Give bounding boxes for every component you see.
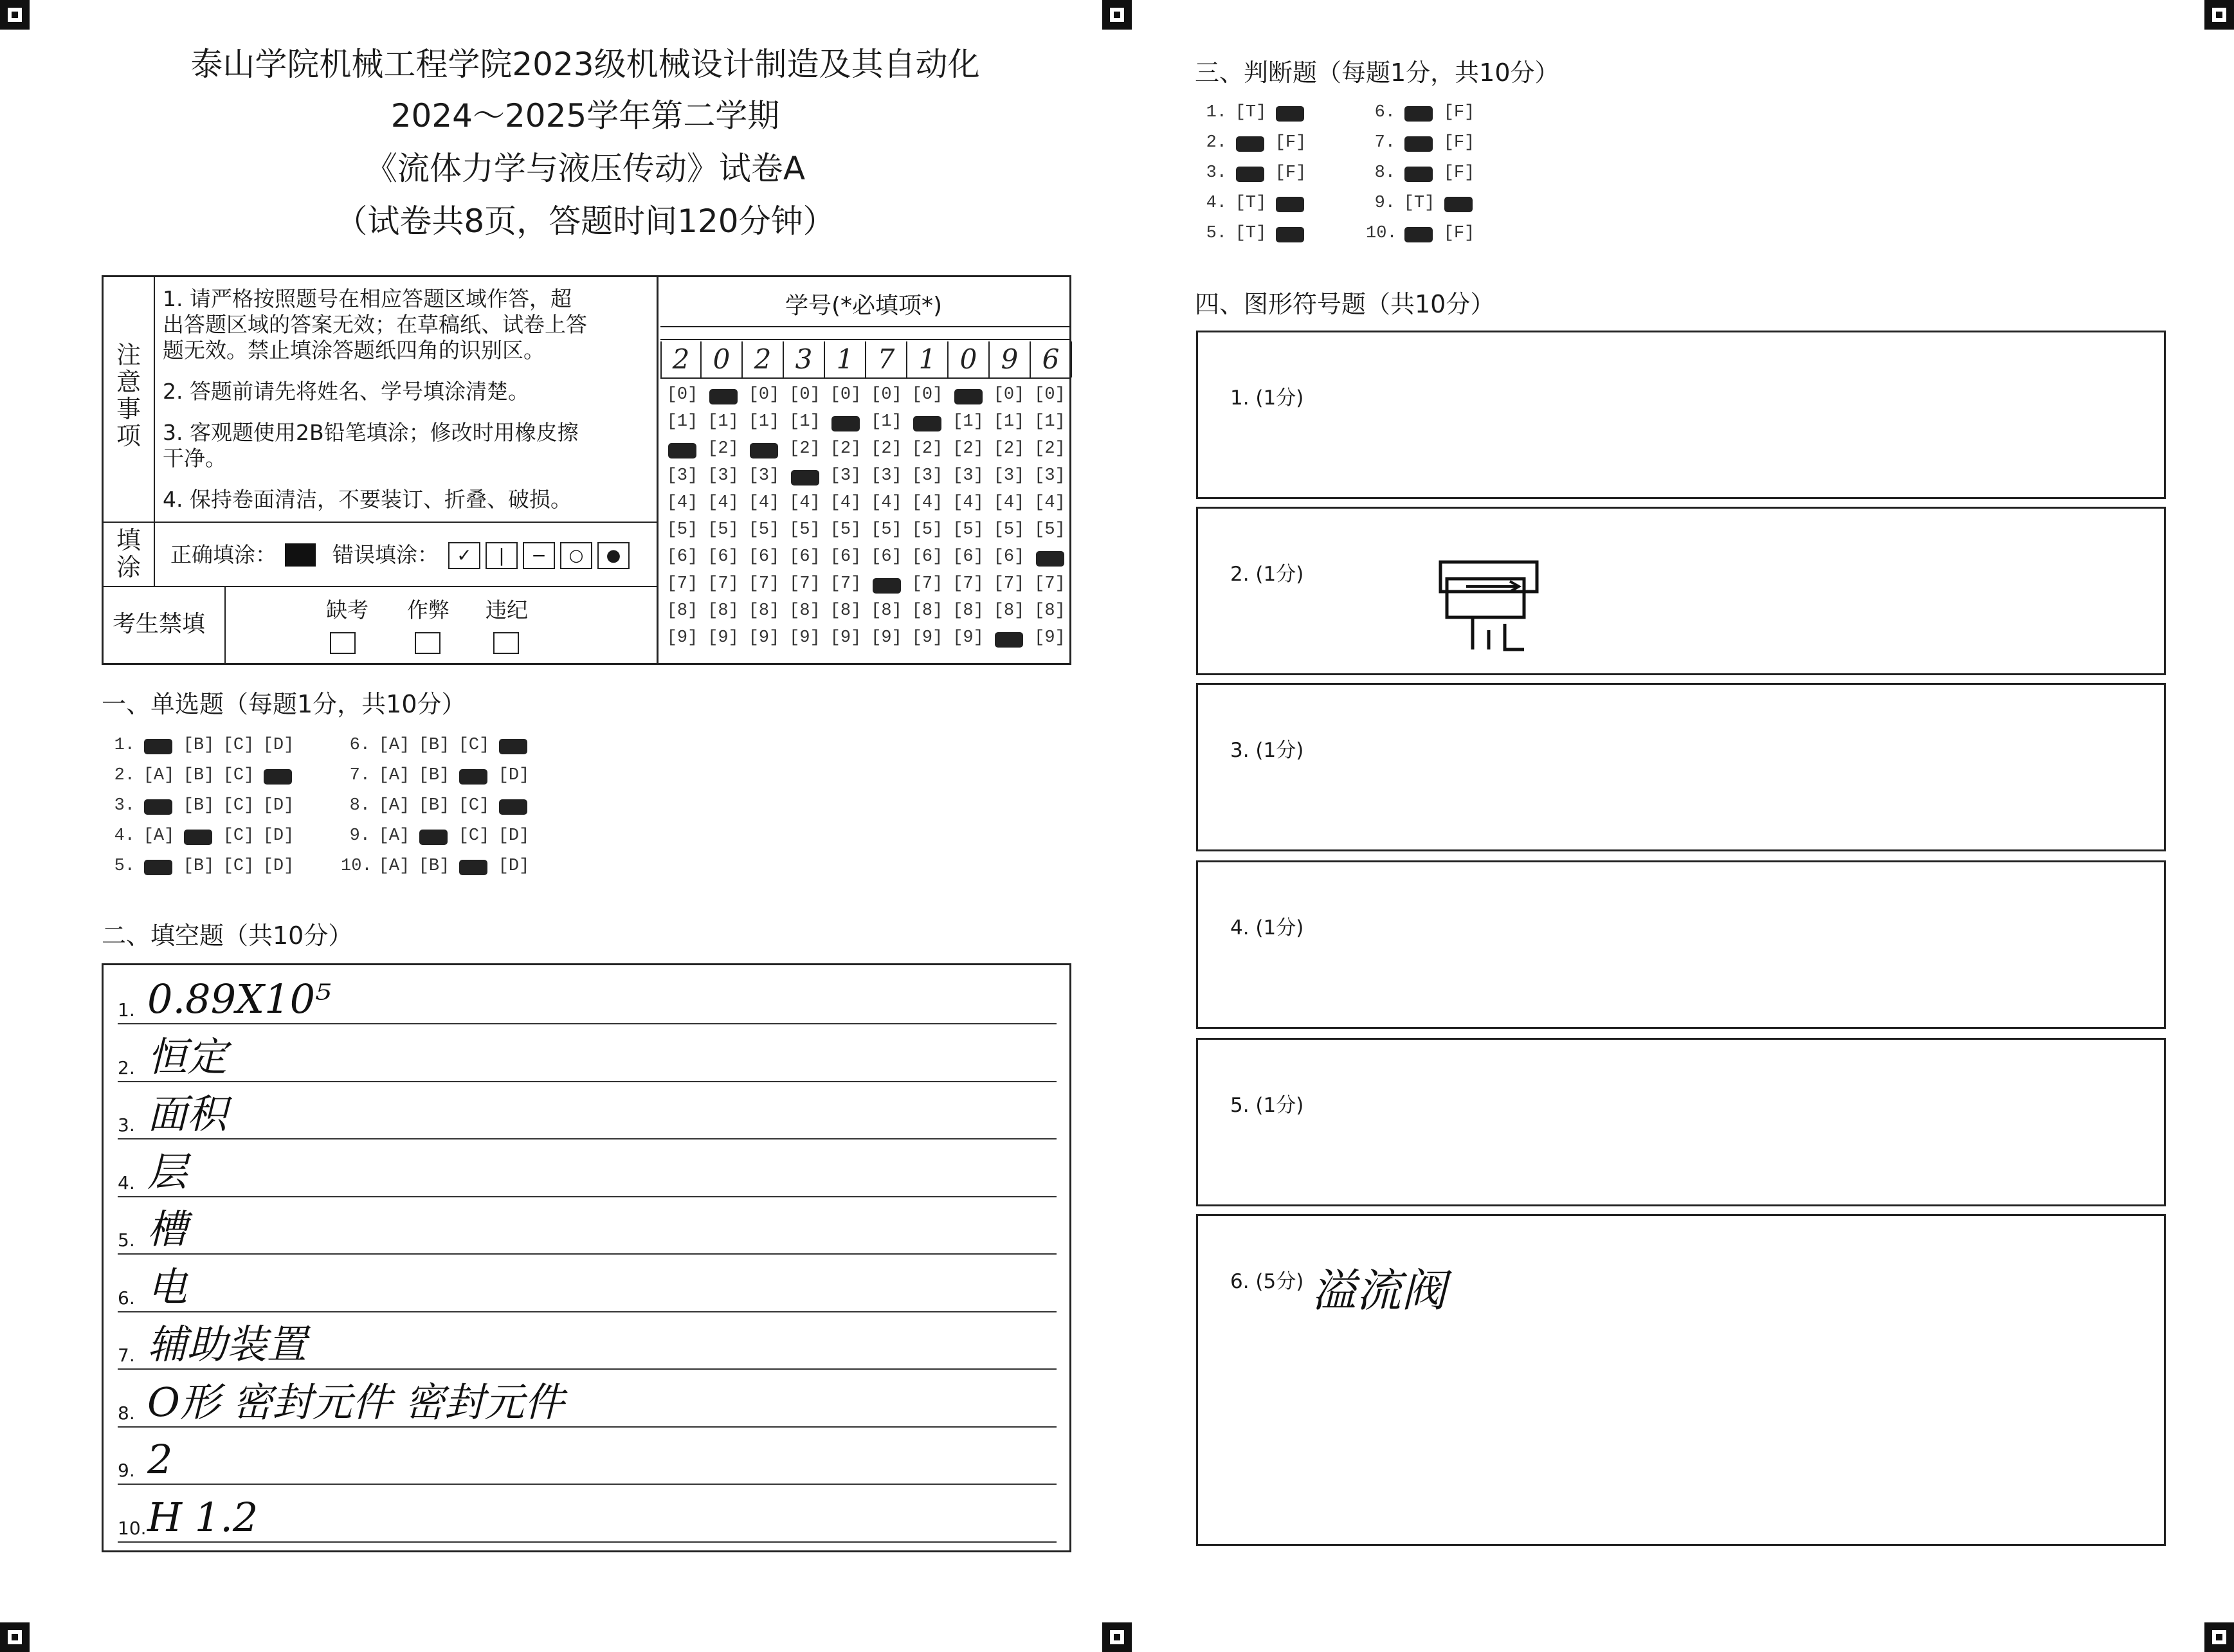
fill-blank-number: 1. [118, 999, 135, 1021]
fill-blank-number: 7. [118, 1345, 135, 1366]
choice-option[interactable]: [C] [222, 766, 255, 785]
question-number: 7. [1374, 133, 1395, 152]
student-id-bubble[interactable]: [5] [789, 520, 821, 540]
choice-option[interactable]: [B] [183, 766, 215, 785]
fill-blank-answer[interactable]: 0.89X10⁵ [147, 976, 331, 1022]
exam-title-course: 《流体力学与液压传动》试卷A [365, 150, 806, 187]
student-id-bubble[interactable]: [5] [871, 520, 902, 540]
notice-rule-4: 4. 保持卷面清洁，不要装订、折叠、破损。 [163, 487, 572, 512]
fill-blank-box [102, 963, 1071, 1552]
student-id-bubble[interactable] [787, 466, 823, 486]
student-id-bubble[interactable]: [3] [830, 466, 862, 486]
fill-blank-answer[interactable]: 恒定 [147, 1033, 228, 1080]
single-choice-question [341, 796, 534, 815]
single-choice-question [341, 736, 534, 755]
student-id-bubble[interactable]: [2] [789, 439, 821, 458]
forbid-absent-checkbox[interactable] [330, 632, 356, 654]
student-id-bubble[interactable]: [0] [1034, 385, 1066, 404]
student-id-bubble[interactable] [705, 385, 741, 404]
student-id-bubble[interactable]: [9] [911, 628, 943, 648]
question-number: 2. [1206, 133, 1227, 152]
fill-blank-answer[interactable]: O形 密封元件 密封元件 [147, 1378, 565, 1426]
true-false-question [1366, 163, 1479, 183]
student-id-bubble[interactable]: [2] [1034, 439, 1066, 458]
true-false-question [1197, 224, 1311, 243]
student-id-digit: 9 [990, 341, 1031, 377]
choice-option[interactable] [414, 826, 454, 846]
student-id-bubble[interactable]: [0] [748, 385, 780, 404]
question-number: 8. [349, 796, 370, 815]
student-id-bubble[interactable]: [8] [830, 601, 862, 621]
tf-option[interactable]: [F] [1443, 163, 1475, 183]
choice-option[interactable] [139, 736, 179, 755]
tf-option[interactable] [1271, 224, 1311, 243]
student-id-bubble[interactable]: [9] [789, 628, 821, 648]
fill-blank-row [118, 965, 1057, 1024]
tf-option[interactable] [1271, 103, 1311, 122]
true-false-question [1366, 103, 1479, 122]
question-number: 4. [114, 826, 135, 846]
choice-option[interactable]: [B] [183, 736, 215, 755]
true-false-question [1366, 194, 1479, 213]
symbol-question-label: 4. (1分) [1230, 916, 1304, 939]
student-id-bubble[interactable]: [3] [993, 466, 1025, 486]
tf-option[interactable]: [T] [1235, 103, 1267, 122]
choice-option[interactable]: [A] [143, 826, 175, 846]
student-id-bubble[interactable]: [7] [993, 574, 1025, 594]
student-id-bubble[interactable] [828, 412, 864, 431]
choice-option[interactable]: [D] [262, 826, 295, 846]
choice-option[interactable]: [C] [222, 796, 255, 815]
question-number: 8. [1374, 163, 1395, 183]
student-id-bubble[interactable]: [9] [871, 628, 902, 648]
student-id-bubble[interactable]: [6] [748, 547, 780, 567]
true-false-question [1366, 224, 1479, 243]
student-id-bubble[interactable]: [6] [952, 547, 984, 567]
choice-option[interactable]: [B] [183, 857, 215, 876]
student-id-title: 学号(*必填项*) [785, 293, 943, 319]
student-id-bubble[interactable]: [4] [789, 493, 821, 513]
student-id-bubble[interactable]: [5] [666, 520, 698, 540]
student-id-bubble[interactable]: [6] [871, 547, 902, 567]
question-number: 6. [349, 736, 370, 755]
fill-blank-row [118, 1368, 1057, 1428]
student-id-digit: 6 [1031, 341, 1072, 377]
student-id-bubble[interactable]: [2] [911, 439, 943, 458]
single-choice-title: 一、单选题（每题1分，共10分） [102, 690, 466, 718]
single-choice-question [105, 826, 298, 846]
student-id-bubble[interactable]: [5] [748, 520, 780, 540]
student-id-bubble[interactable] [1032, 547, 1068, 567]
choice-option[interactable] [139, 796, 179, 815]
student-id-bubble[interactable]: [8] [748, 601, 780, 621]
question-number: 2. [114, 766, 135, 785]
question-number: 5. [114, 857, 135, 876]
symbol-answer-box[interactable] [1196, 331, 2166, 499]
corner-marker [0, 1622, 30, 1652]
student-id-bubble[interactable]: [2] [993, 439, 1025, 458]
single-choice-question [341, 857, 534, 876]
corner-marker [1102, 1622, 1132, 1652]
symbol-answer-box[interactable] [1196, 507, 2166, 675]
single-choice-question [105, 857, 298, 876]
choice-option[interactable]: [A] [378, 796, 410, 815]
forbid-cheat: 作弊 [407, 597, 450, 622]
student-id-bubble[interactable]: [4] [1034, 493, 1066, 513]
symbol-answer-box[interactable] [1196, 1038, 2166, 1206]
student-id-bubble[interactable]: [6] [707, 547, 739, 567]
choice-option[interactable] [139, 857, 179, 876]
student-id-bubble[interactable]: [8] [911, 601, 943, 621]
student-id-bubble[interactable]: [3] [707, 466, 739, 486]
question-number: 10. [341, 857, 372, 876]
student-id-bubble[interactable]: [2] [830, 439, 862, 458]
symbol-question-label: 1. (1分) [1230, 386, 1304, 410]
exam-title-info: （试卷共8页，答题时间120分钟） [335, 203, 835, 240]
wrong-mark-dot: ● [597, 542, 630, 569]
student-id-bubble[interactable]: [8] [993, 601, 1025, 621]
student-id-digit: 1 [825, 341, 866, 377]
student-id-bubble[interactable]: [7] [707, 574, 739, 594]
choice-option[interactable]: [C] [458, 736, 490, 755]
student-id-bubble[interactable]: [7] [830, 574, 862, 594]
student-id-bubble[interactable]: [9] [666, 628, 698, 648]
student-id-digit: 7 [866, 341, 907, 377]
student-id-digit: 0 [702, 341, 743, 377]
question-number: 1. [114, 736, 135, 755]
choice-option[interactable]: [D] [498, 857, 530, 876]
student-id-bubble[interactable]: [7] [952, 574, 984, 594]
fill-blank-number: 6. [118, 1287, 135, 1309]
student-id-digit: 2 [660, 341, 702, 377]
fill-blank-answer[interactable]: 2 [147, 1436, 173, 1483]
tf-option[interactable]: [F] [1443, 103, 1475, 122]
student-id-bubble[interactable]: [6] [911, 547, 943, 567]
student-id-bubble[interactable]: [7] [1034, 574, 1066, 594]
symbol-answer-box[interactable] [1196, 683, 2166, 851]
tf-option[interactable] [1231, 133, 1271, 152]
question-number: 3. [1206, 163, 1227, 183]
choice-option[interactable]: [A] [378, 736, 410, 755]
student-id-bubble[interactable]: [1] [871, 412, 902, 431]
single-choice-question [105, 766, 298, 785]
true-false-question [1197, 133, 1311, 152]
student-id-bubble[interactable]: [6] [789, 547, 821, 567]
choice-option[interactable]: [B] [183, 796, 215, 815]
wrong-mark-bar: | [486, 542, 518, 569]
student-id-bubble[interactable]: [8] [1034, 601, 1066, 621]
student-id-digit: 0 [949, 341, 990, 377]
fill-blank-number: 4. [118, 1172, 135, 1194]
question-number: 1. [1206, 103, 1227, 122]
corner-marker [2204, 1622, 2234, 1652]
true-false-title: 三、判断题（每题1分，共10分） [1195, 59, 1559, 87]
fill-blank-row [118, 1253, 1057, 1312]
corner-marker [0, 0, 30, 30]
choice-option[interactable]: [C] [458, 826, 490, 846]
choice-option[interactable] [179, 826, 219, 846]
fill-blank-row [118, 1023, 1057, 1082]
student-id-digit: 1 [907, 341, 949, 377]
student-id-bubble[interactable]: [9] [748, 628, 780, 648]
choice-option[interactable]: [B] [418, 766, 450, 785]
tf-option[interactable]: [T] [1235, 224, 1267, 243]
fill-blank-number: 2. [118, 1057, 135, 1078]
student-id-bubble[interactable]: [5] [911, 520, 943, 540]
question-number: 3. [114, 796, 135, 815]
forbid-label: 考生禁填 [113, 611, 206, 637]
notice-label: 注 意 事 项 [116, 341, 141, 450]
student-id-bubble[interactable] [869, 574, 905, 594]
true-false-question [1197, 194, 1311, 213]
choice-option[interactable]: [A] [143, 766, 175, 785]
choice-option[interactable]: [A] [378, 766, 410, 785]
choice-option[interactable]: [C] [222, 857, 255, 876]
student-id-digit: 2 [743, 341, 784, 377]
symbol-answer-box[interactable] [1196, 860, 2166, 1029]
student-id-bubble[interactable]: [4] [707, 493, 739, 513]
single-choice-question [341, 826, 534, 846]
student-id-bubble[interactable]: [8] [952, 601, 984, 621]
fill-blank-number: 5. [118, 1230, 135, 1251]
tf-option[interactable] [1439, 194, 1479, 213]
student-id-bubble[interactable]: [1] [666, 412, 698, 431]
student-id-bubble[interactable]: [1] [789, 412, 821, 431]
student-id-bubble[interactable]: [3] [871, 466, 902, 486]
student-id-bubble[interactable]: [0] [871, 385, 902, 404]
tf-option[interactable]: [F] [1443, 224, 1475, 243]
student-id-bubble[interactable] [950, 385, 986, 404]
single-choice-question [105, 736, 298, 755]
student-id-bubble[interactable]: [5] [830, 520, 862, 540]
fill-blank-answer[interactable]: H 1.2 [147, 1493, 259, 1541]
choice-option[interactable]: [D] [498, 826, 530, 846]
choice-option[interactable]: [D] [262, 736, 295, 755]
student-id-bubble[interactable]: [8] [871, 601, 902, 621]
fill-blank-answer[interactable]: 电 [147, 1263, 188, 1311]
student-id-bubble[interactable]: [4] [748, 493, 780, 513]
student-id-bubble[interactable]: [5] [1034, 520, 1066, 540]
student-id-bubble[interactable]: [4] [993, 493, 1025, 513]
student-id-bubble[interactable]: [4] [871, 493, 902, 513]
student-id-bubble[interactable] [664, 439, 700, 458]
wrong-fill-label: 错误填涂： [332, 542, 439, 567]
forbid-cheat-checkbox[interactable] [415, 632, 440, 654]
choice-option[interactable] [454, 857, 494, 876]
question-number: 5. [1206, 224, 1227, 243]
tf-option[interactable]: [F] [1443, 133, 1475, 152]
choice-option[interactable] [454, 766, 494, 785]
student-id-bubble[interactable]: [7] [748, 574, 780, 594]
tf-option[interactable] [1271, 194, 1311, 213]
fill-blank-number: 10. [118, 1517, 147, 1539]
choice-option[interactable]: [D] [498, 766, 530, 785]
student-id-bubble[interactable]: [4] [952, 493, 984, 513]
student-id-bubble[interactable]: [0] [666, 385, 698, 404]
student-id-bubble[interactable]: [4] [666, 493, 698, 513]
tf-option[interactable]: [F] [1275, 133, 1307, 152]
tf-option[interactable] [1399, 133, 1439, 152]
tf-option[interactable]: [T] [1403, 194, 1435, 213]
student-id-bubble[interactable]: [3] [952, 466, 984, 486]
symbol-question-label: 5. (1分) [1230, 1094, 1304, 1117]
tf-option[interactable]: [F] [1275, 163, 1307, 183]
true-false-question [1197, 163, 1311, 183]
choice-option[interactable]: [C] [222, 826, 255, 846]
fill-blank-answer[interactable]: 槽 [147, 1206, 188, 1253]
notice-rule-1: 1. 请严格按照题号在相应答题区域作答，超 出答题区域的答案无效；在草稿纸、试卷上答 题无效。禁止填涂答题纸四角的识别区。 [163, 286, 587, 363]
tf-option[interactable] [1231, 163, 1271, 183]
choice-option[interactable]: [B] [418, 796, 450, 815]
wrong-mark-dash: − [523, 542, 555, 569]
student-id-bubble[interactable]: [7] [666, 574, 698, 594]
fill-blank-row [118, 1138, 1057, 1197]
correct-fill-sample [285, 543, 316, 567]
student-id-bubble[interactable]: [1] [707, 412, 739, 431]
notice-rule-2: 2. 答题前请先将姓名、学号填涂清楚。 [163, 379, 529, 404]
wrong-fill-samples [448, 542, 630, 569]
fill-blank-number: 9. [118, 1460, 135, 1481]
student-id-bubble[interactable]: [0] [911, 385, 943, 404]
student-id-bubble[interactable] [991, 628, 1027, 648]
student-id-bubble[interactable]: [3] [748, 466, 780, 486]
symbol-question-label: 2. (1分) [1230, 563, 1304, 586]
question-number: 6. [1374, 103, 1395, 122]
symbol-question-label: 6. (5分) [1230, 1270, 1304, 1293]
forbid-violation: 违纪 [486, 597, 528, 622]
student-id-bubble[interactable]: [8] [789, 601, 821, 621]
tf-option[interactable] [1399, 224, 1439, 243]
choice-option[interactable]: [C] [222, 736, 255, 755]
fill-blank-title: 二、填空题（共10分） [102, 921, 353, 950]
student-id-bubble[interactable] [909, 412, 945, 431]
student-id-bubble[interactable]: [7] [911, 574, 943, 594]
symbol-question-label: 3. (1分) [1230, 739, 1304, 762]
question-number: 9. [1374, 194, 1395, 213]
choice-option[interactable] [259, 766, 298, 785]
fill-blank-row [118, 1426, 1057, 1485]
corner-marker [1102, 0, 1132, 30]
student-id-bubble[interactable]: [6] [993, 547, 1025, 567]
choice-option[interactable]: [A] [378, 857, 410, 876]
student-id-bubble[interactable]: [5] [993, 520, 1025, 540]
forbid-violation-checkbox[interactable] [493, 632, 519, 654]
symbol-2-sketch [1428, 553, 1556, 662]
student-id-bubble[interactable]: [2] [707, 439, 739, 458]
wrong-mark-circle: ○ [560, 542, 592, 569]
student-id-bubble[interactable]: [2] [871, 439, 902, 458]
student-id-bubble[interactable]: [6] [830, 547, 862, 567]
choice-option[interactable] [494, 736, 534, 755]
student-id-bubble[interactable] [746, 439, 782, 458]
symbol-answer-box[interactable] [1196, 1214, 2166, 1546]
exam-title-term: 2024～2025学年第二学期 [390, 97, 780, 134]
question-number: 9. [349, 826, 370, 846]
fill-blank-answer[interactable]: 辅助装置 [147, 1321, 307, 1368]
fill-blank-row [118, 1080, 1057, 1139]
true-false-question [1366, 133, 1479, 152]
student-id-digit: 3 [784, 341, 825, 377]
student-id-bubble[interactable]: [3] [1034, 466, 1066, 486]
student-id-bubble[interactable]: [9] [1034, 628, 1066, 648]
student-id-bubble[interactable]: [9] [952, 628, 984, 648]
fill-blank-answer[interactable]: 面积 [147, 1091, 228, 1138]
student-id-bubble[interactable]: [1] [748, 412, 780, 431]
choice-option[interactable]: [C] [458, 796, 490, 815]
single-choice-question [105, 796, 298, 815]
true-false-question [1197, 103, 1311, 122]
student-id-bubble[interactable]: [0] [993, 385, 1025, 404]
choice-option[interactable]: [D] [262, 796, 295, 815]
wrong-mark-check: ✓ [448, 542, 480, 569]
forbid-absent: 缺考 [326, 597, 368, 622]
corner-marker [2204, 0, 2234, 30]
fill-blank-row [118, 1311, 1057, 1370]
fill-blank-row [118, 1195, 1057, 1255]
tf-option[interactable] [1399, 103, 1439, 122]
choice-option[interactable]: [B] [418, 857, 450, 876]
single-choice-question [341, 766, 534, 785]
tf-option[interactable]: [T] [1235, 194, 1267, 213]
choice-option[interactable]: [A] [378, 826, 410, 846]
fill-blank-number: 3. [118, 1114, 135, 1136]
student-id-bubble[interactable]: [6] [666, 547, 698, 567]
student-id-bubble[interactable]: [2] [952, 439, 984, 458]
student-id-bubble[interactable]: [9] [707, 628, 739, 648]
fill-blank-row [118, 1484, 1057, 1543]
student-id-bubble[interactable]: [4] [830, 493, 862, 513]
question-number: 10. [1366, 224, 1397, 243]
student-id-bubble[interactable]: [8] [666, 601, 698, 621]
student-id-bubble[interactable]: [5] [707, 520, 739, 540]
correct-fill-label: 正确填涂： [170, 542, 277, 567]
fill-label: 填 涂 [116, 526, 141, 581]
symbols-title: 四、图形符号题（共10分） [1195, 290, 1495, 318]
choice-option[interactable]: [D] [262, 857, 295, 876]
question-number: 7. [349, 766, 370, 785]
student-id-bubble[interactable]: [9] [830, 628, 862, 648]
student-id-bubble[interactable]: [0] [789, 385, 821, 404]
student-id-bubble[interactable]: [4] [911, 493, 943, 513]
notice-rule-3: 3. 客观题使用2B铅笔填涂；修改时用橡皮擦 干净。 [163, 420, 579, 471]
student-id-bubble[interactable]: [1] [952, 412, 984, 431]
student-id-bubble[interactable]: [7] [789, 574, 821, 594]
choice-option[interactable]: [B] [418, 736, 450, 755]
exam-title-school: 泰山学院机械工程学院2023级机械设计制造及其自动化 [190, 46, 980, 83]
tf-option[interactable] [1399, 163, 1439, 183]
student-id-bubble[interactable]: [3] [666, 466, 698, 486]
student-id-bubble[interactable]: [3] [911, 466, 943, 486]
student-id-bubble[interactable]: [1] [1034, 412, 1066, 431]
student-id-bubble[interactable]: [5] [952, 520, 984, 540]
choice-option[interactable] [494, 796, 534, 815]
student-id-bubble[interactable]: [1] [993, 412, 1025, 431]
question-number: 4. [1206, 194, 1227, 213]
student-id-bubble[interactable]: [8] [707, 601, 739, 621]
fill-blank-answer[interactable]: 层 [147, 1148, 188, 1195]
student-id-bubble[interactable]: [0] [830, 385, 862, 404]
symbol-answer: 溢流阀 [1311, 1264, 1446, 1317]
notice-box [102, 275, 1071, 665]
fill-blank-number: 8. [118, 1402, 135, 1424]
